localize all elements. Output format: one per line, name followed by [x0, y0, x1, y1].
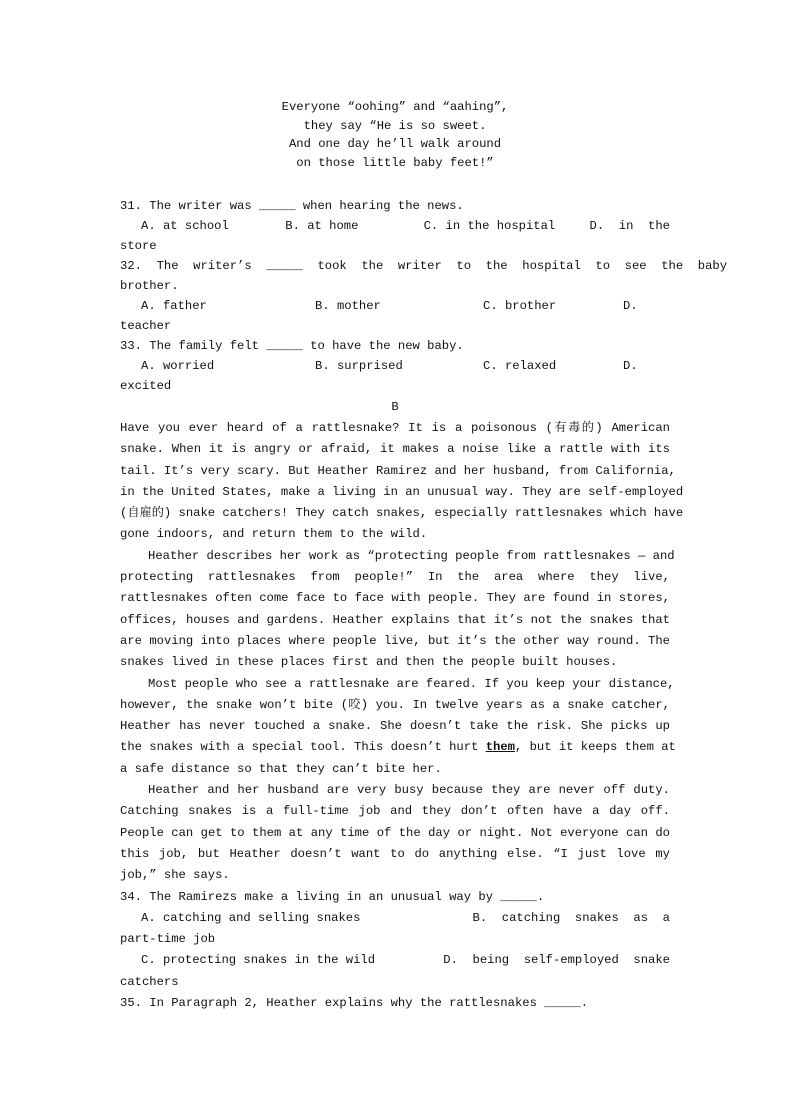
- question-35-stem: 35. In Paragraph 2, Heather explains why the rattlesnakes _____.: [120, 996, 589, 1011]
- question-31-wrap: store: [120, 239, 157, 253]
- passage-line: (自雇的) snake catchers! They catch snakes, especially rattlesnakes which have: [120, 506, 684, 521]
- option-c: C. relaxed: [483, 359, 557, 373]
- poem-line: And one day he’ll walk around: [288, 137, 502, 151]
- option-d: D.: [623, 299, 638, 313]
- passage-line: Have you ever heard of a rattlesnake? It is a poisonous (有毒的) American: [120, 421, 670, 435]
- poem: [0, 98, 790, 172]
- passage-line: gone indoors, and return them to the wild.: [120, 527, 428, 542]
- passage-line: in the United States, make a living in an unusual way. They are self-employed: [120, 484, 684, 499]
- question-31-stem: 31. The writer was _____ when hearing the news.: [120, 199, 464, 213]
- passage-line: Heather describes her work as “protecting people from rattlesnakes — and: [148, 548, 675, 563]
- passage-line: People can get to them at any time of the day or night. Not everyone can do: [120, 825, 670, 840]
- option-a: A. worried: [141, 359, 215, 373]
- question-33-options: [120, 356, 670, 376]
- option-d: D. in the: [589, 219, 670, 233]
- question-32-options: [120, 296, 670, 316]
- passage-line: job,” she says.: [120, 868, 230, 883]
- option-d-wrap: catchers: [120, 974, 179, 989]
- option-c: C. protecting snakes in the wild: [141, 953, 376, 968]
- option-a: A. father: [141, 299, 207, 313]
- passage-line: protecting rattlesnakes from people!” In the area where they live,: [120, 570, 670, 585]
- question-34-stem: 34. The Ramirezs make a living in an unusual way by _____.: [120, 889, 545, 904]
- option-b: B. surprised: [315, 359, 403, 373]
- option-b: B. catching snakes as a: [472, 910, 670, 925]
- option-b-wrap: part-time job: [120, 932, 216, 947]
- passage-line: [120, 737, 676, 758]
- passage-line: are moving into places where people live, but it’s the other way round. The: [120, 633, 670, 648]
- option-d: D.: [623, 359, 638, 373]
- option-d: D. being self-employed snake: [443, 953, 670, 968]
- passage-line: however, the snake won’t bite (咬) you. In twelve years as a snake catcher,: [120, 697, 670, 712]
- section-b-label: B: [391, 400, 399, 414]
- passage-line: Most people who see a rattlesnake are feared. If you keep your distance,: [148, 676, 675, 691]
- passage-line: rattlesnakes often come face to face with people. They are found in stores,: [120, 591, 670, 606]
- poem-line: they say “He is so sweet.: [303, 118, 487, 133]
- passage-line: Heather has never touched a snake. She doesn’t take the risk. She picks up: [120, 719, 670, 734]
- passage-line: offices, houses and gardens. Heather explains that it’s not the snakes that: [120, 612, 670, 627]
- option-b: B. at home: [285, 219, 359, 233]
- questions-31-33: [120, 196, 728, 396]
- question-34-options-ab: [120, 908, 670, 929]
- poem-line: on those little baby feet!”: [296, 155, 494, 170]
- passage-line: Heather and her husband are very busy because they are never off duty.: [148, 783, 670, 798]
- option-a: A. catching and selling snakes: [141, 910, 361, 925]
- option-c: C. in the hospital: [423, 219, 556, 233]
- passage-text: , but it keeps them at: [514, 740, 676, 755]
- poem-line: Everyone “oohing” and “aahing”,: [281, 100, 509, 114]
- passage-line: Catching snakes is a full-time job and they don’t often have a day off.: [120, 804, 670, 819]
- option-c: C. brother: [483, 299, 557, 313]
- question-34-options-cd: [120, 950, 670, 971]
- option-b: B. mother: [315, 299, 381, 313]
- passage-line: this job, but Heather doesn’t want to do anything else. “I just love my: [120, 846, 670, 861]
- section-b-passage: [120, 418, 684, 1014]
- passage-line: a safe distance so that they can’t bite her.: [120, 761, 442, 776]
- option-a: A. at school: [141, 219, 229, 233]
- passage-line: snake. When it is angry or afraid, it makes a noise like a rattle with its: [120, 442, 670, 457]
- passage-line: snakes lived in these places first and then the people built houses.: [120, 655, 618, 670]
- emphasized-word-them: them: [485, 740, 515, 755]
- question-32-stem-wrap: brother.: [120, 279, 179, 293]
- question-32-stem: 32. The writer’s _____ took the writer to the hospital to see the baby: [120, 259, 728, 273]
- question-31-options: [120, 216, 670, 236]
- question-32-wrap: teacher: [120, 319, 172, 333]
- question-33-wrap: excited: [120, 379, 172, 393]
- passage-text: the snakes with a special tool. This doesn’t hurt: [120, 740, 486, 755]
- question-33-stem: 33. The family felt _____ to have the new baby.: [120, 339, 464, 353]
- passage-line: tail. It’s very scary. But Heather Ramirez and her husband, from California,: [120, 463, 676, 478]
